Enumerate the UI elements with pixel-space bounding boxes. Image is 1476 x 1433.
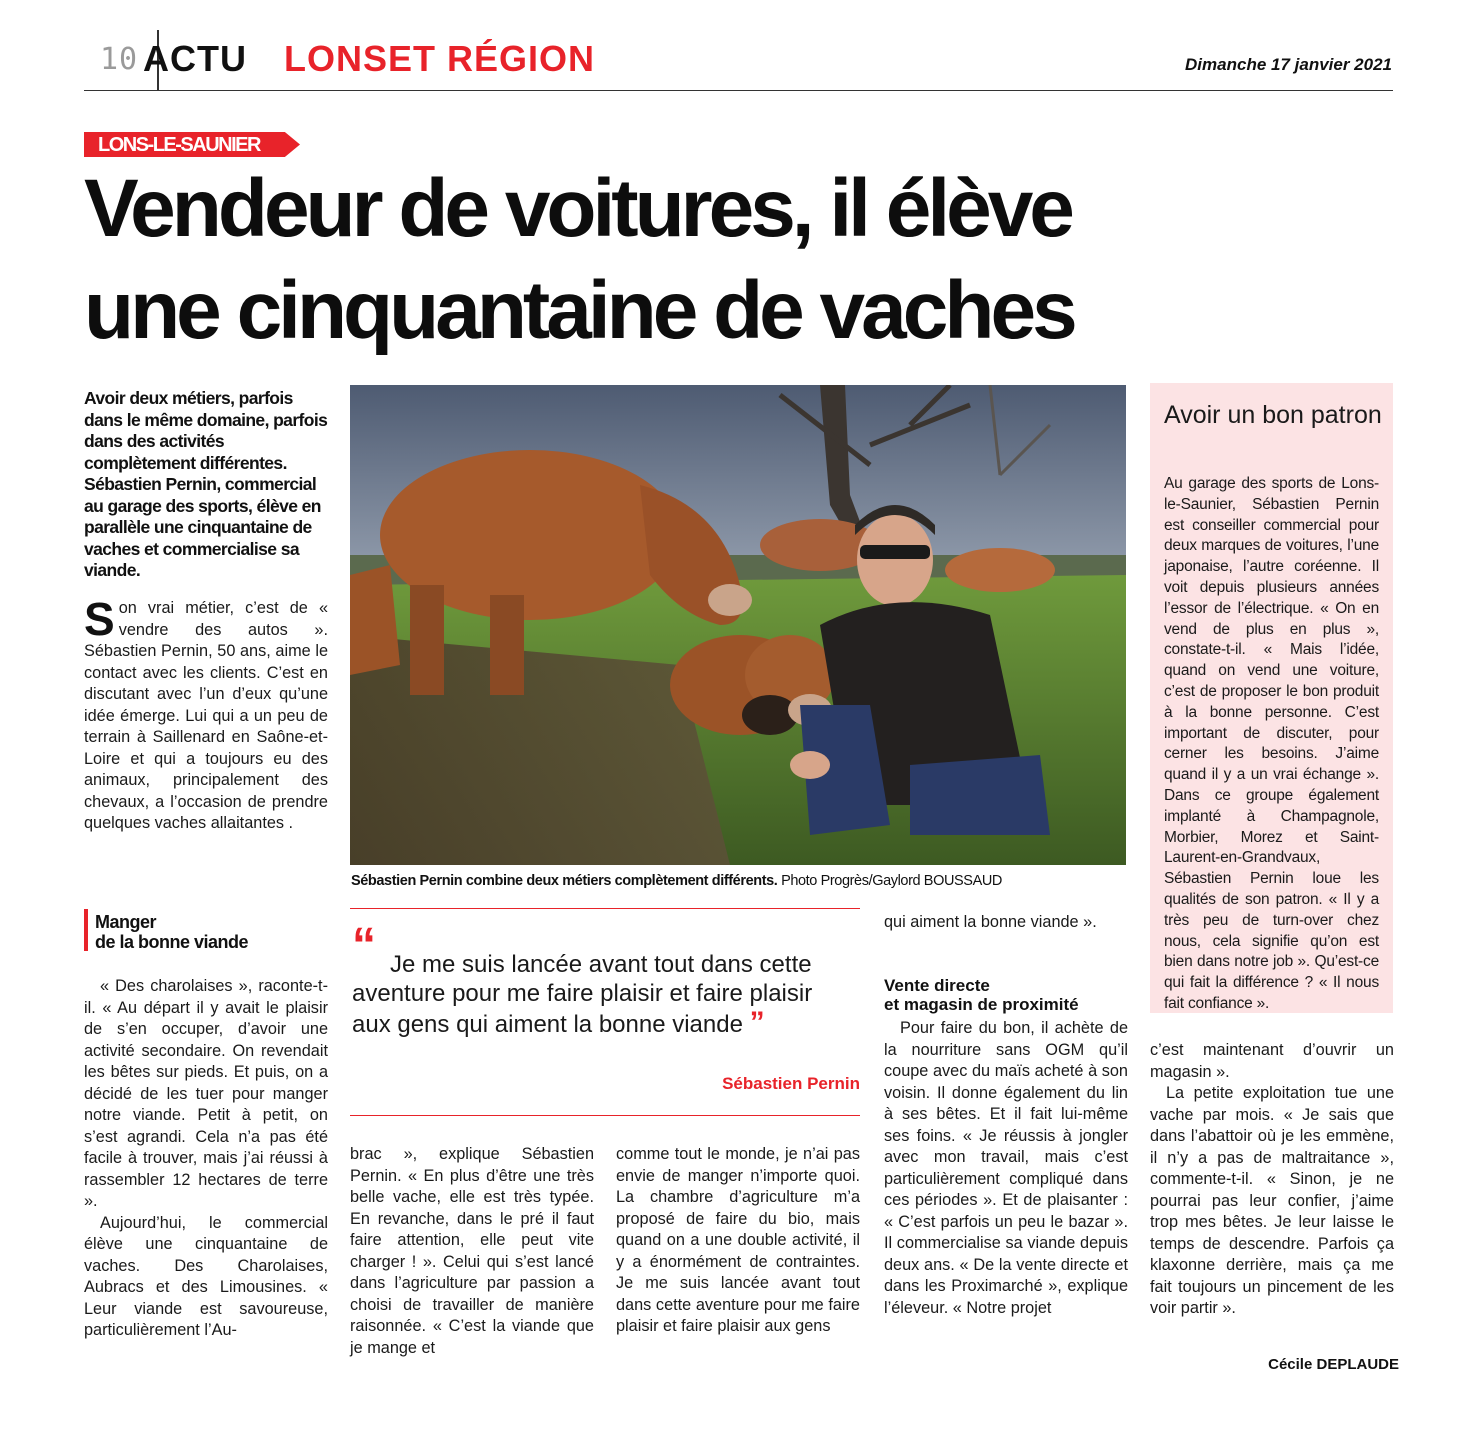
header-rule	[84, 90, 1393, 91]
photo-credit: Photo Progrès/Gaylord BOUSSAUD	[781, 873, 1002, 889]
quote-rule-top	[350, 908, 860, 909]
body-paragraph: c’est maintenant d’ouvrir un magasin ».	[1150, 1041, 1394, 1081]
body-paragraph: La petite exploitation tue une vache par mois. « Je sais que dans l’abattoir où je les emmène, il n’y a pas de maltraitance », commente-t-il. « Sinon, je ne pourrai pas leur confier, j’aime trop mes bêtes. Je leur laisse le temps de descendre. Parfois ça klaxonne derrière, mais ça me fait toujours un pincement de les voir partir ».	[1150, 1084, 1394, 1317]
body-column-5	[1150, 1040, 1394, 1320]
body-paragraph: qui aiment la bonne viande ».	[884, 913, 1097, 931]
subhead-manger	[95, 912, 248, 952]
subhead-line: Manger	[95, 912, 157, 932]
caption-text: Sébastien Pernin combine deux métiers complètement différents.	[351, 873, 778, 889]
article-photo	[350, 385, 1126, 865]
subhead-line: Vente directe	[884, 976, 990, 995]
publication-date: Dimanche 17 janvier 2021	[1185, 55, 1392, 74]
kicker-label: LONS-LE-SAUNIER	[98, 134, 260, 156]
body-column-4a	[884, 912, 1128, 934]
sidebar-title: Avoir un bon patron	[1164, 401, 1382, 429]
cows-photo-illustration	[350, 385, 1126, 865]
subhead-line: et magasin de proximité	[884, 995, 1079, 1014]
body-paragraph: Pour faire du bon, il achète de la nourriture sans OGM qu’il coupe avec du maïs acheté à son voisin. Il donne également du lin à ses bêtes. Et il fait lui-même ses foins. « Je réussis à jongler avec mon travail, mais c’est particulièrement compliqué dans ces périodes ». Et de plaisanter : « C’est parfois un peu le bazar ». Il commercialise sa viande depuis deux ans. « De la vente directe et dans les Proximarché », explique l’éleveur. « Notre projet	[884, 1019, 1128, 1317]
section-label: ACTU	[143, 38, 247, 79]
quote-author: Sébastien Pernin	[722, 1074, 860, 1093]
close-quote-icon: ”	[749, 1006, 765, 1039]
article-intro: Avoir deux métiers, parfois dans le même domaine, parfois dans des activités complètement différentes. Sébastien Pernin, commercial au garage des sports, élève en parallèle une cinquantaine de vaches et commercialise sa viande.	[84, 388, 328, 580]
author-signature: Cécile DEPLAUDE	[1268, 1356, 1399, 1373]
sidebar-text: Au garage des sports de Lons-le-Saunier, Sébastien Pernin est conseiller commercial pour deux marques de voitures, l’une japonaise, l’autre coréenne. Il voit depuis plusieurs années l’essor de l’électrique. « On en vend de plus en plus », constate-t-il. « Mais l’idée, quand on vend une voiture, c’est de proposer le bon produit à la bonne personne. C’est important de discuter, pour cerner les besoins. J’aime quand il y a un vrai échange ». Dans ce groupe également implanté à Champagnole, Morbier, Morez et Saint-Laurent-en-Grandvaux, Sébastien Pernin loue les qualités de son patron. « Il y a très peu de turn-over chez nous, cela signifie qu’on est bien dans notre job ». Qu’est-ce qui fait la différence ? « Il nous fait confiance ».	[1164, 475, 1379, 1012]
headline-line-1: Vendeur de voitures, il élève	[84, 163, 1071, 254]
headline-line-2: une cinquantaine de vaches	[84, 265, 1074, 356]
body-column-3	[616, 1144, 860, 1338]
pull-quote	[352, 950, 852, 1039]
body-column-2	[350, 1144, 594, 1359]
open-quote-icon: “	[352, 919, 376, 972]
subhead-line: de la bonne viande	[95, 932, 249, 952]
page-number: 10	[100, 42, 139, 77]
drop-cap: S	[84, 593, 115, 645]
body-paragraph: « Des charolaises », raconte-t-il. « Au départ il y avait le plaisir de s’en occuper, d’avoir une activité secondaire. On revendait les bêtes sur pieds. Et puis, on a décidé de les tuer pour manger notre viande. Petit à petit, on s’est agrandi. Cela n’a pas été facile à trouver, mais j’ai réussi à rassembler 12 hectares de terre ».	[84, 977, 328, 1210]
body-paragraph: Aujourd’hui, le commercial élève une cinquantaine de vaches. Des Charolaises, Aubracs et des Limousines. « Leur viande est savoureuse, particulièrement l’Au-	[84, 1213, 328, 1339]
body-paragraph: on vrai métier, c’est de « vendre des autos ». Sébastien Pernin, 50 ans, aime le contact avec les clients. C’est en discutant avec l’un d’eux qu’une idée émerge. Lui qui a un peu de terrain à Saillenard en Saône-et-Loire et qui a toujours eu des animaux, principalement des chevaux, a l’occasion de prendre quelques vaches allaitantes .	[84, 599, 328, 832]
body-column-1b	[84, 976, 328, 1342]
subhead-accent-bar	[84, 909, 88, 951]
body-column-4b	[884, 1018, 1128, 1319]
pull-quote-text: Je me suis lancée avant tout dans cette aventure pour me faire plaisir et faire plaisir aux gens qui aiment la bonne viande	[352, 951, 813, 1038]
quote-rule-bottom	[350, 1115, 860, 1116]
region-label: LONSET RÉGION	[284, 38, 596, 79]
body-column-1	[84, 593, 328, 835]
photo-caption	[351, 873, 1002, 889]
subhead-vente-directe	[884, 976, 1079, 1014]
body-paragraph: brac », explique Sébastien Pernin. « En plus d’être une très belle vache, elle est très typée. En revanche, dans le pré il faut faire attention, elle peut vite charger ! ». Celui qui s’est lancé dans l’agriculture par passion a choisi de travailler de manière raisonnée. « C’est la viande que je mange et	[350, 1145, 594, 1357]
body-paragraph: comme tout le monde, je n’ai pas envie de manger n’importe quoi. La chambre d’agriculture m’a proposé de faire du bio, mais quand on a une double activité, il y a énormément de contraintes. Je me suis lancée avant tout dans cette aventure pour me faire plaisir et faire plaisir aux gens	[616, 1145, 860, 1335]
